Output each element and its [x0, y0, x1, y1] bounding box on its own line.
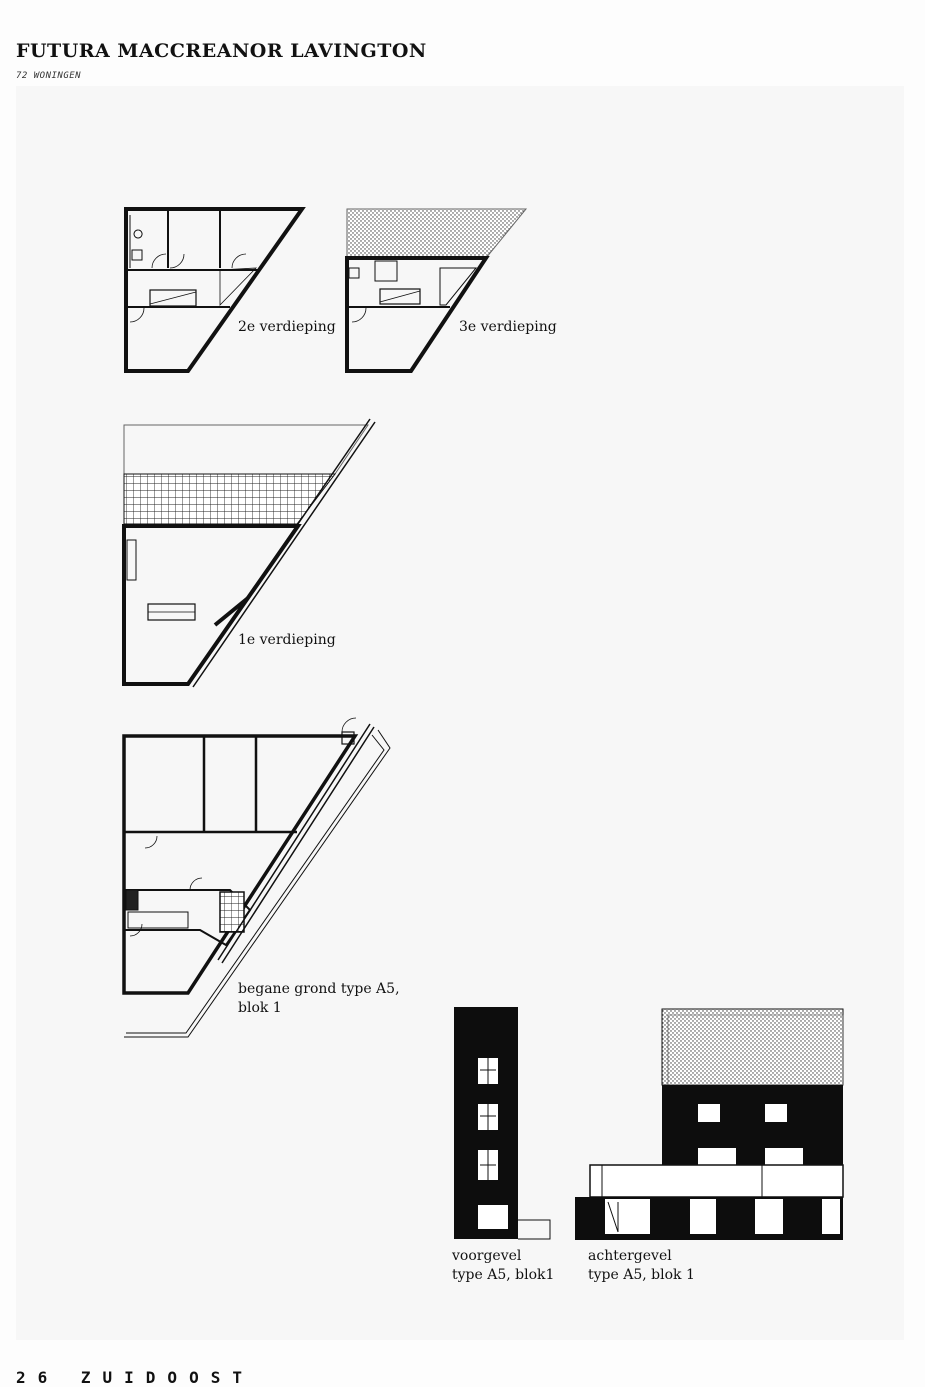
page-footer: 26 ZUIDOOST: [16, 1368, 254, 1387]
caption-ground-line1: begane grond type A5,: [238, 981, 400, 997]
floor-plan-3: [347, 209, 526, 371]
front-elevation: [454, 1007, 550, 1239]
caption-front-line1: voorgevel: [452, 1248, 522, 1264]
caption-front-line2: type A5, blok1: [452, 1267, 555, 1283]
caption-ground-line2: blok 1: [238, 1000, 282, 1016]
caption-rear-line1: achtergevel: [588, 1248, 672, 1264]
floor-plan-2: [126, 209, 302, 371]
page-title: FUTURA MACCREANOR LAVINGTON: [16, 40, 427, 62]
caption-floor-2: 2e verdieping: [238, 319, 336, 335]
caption-floor-3: 3e verdieping: [459, 319, 557, 335]
page-subtitle: 72 WONINGEN: [16, 71, 82, 81]
caption-floor-1: 1e verdieping: [238, 632, 336, 648]
caption-rear-line2: type A5, blok 1: [588, 1267, 695, 1283]
rear-elevation: [575, 1009, 843, 1240]
